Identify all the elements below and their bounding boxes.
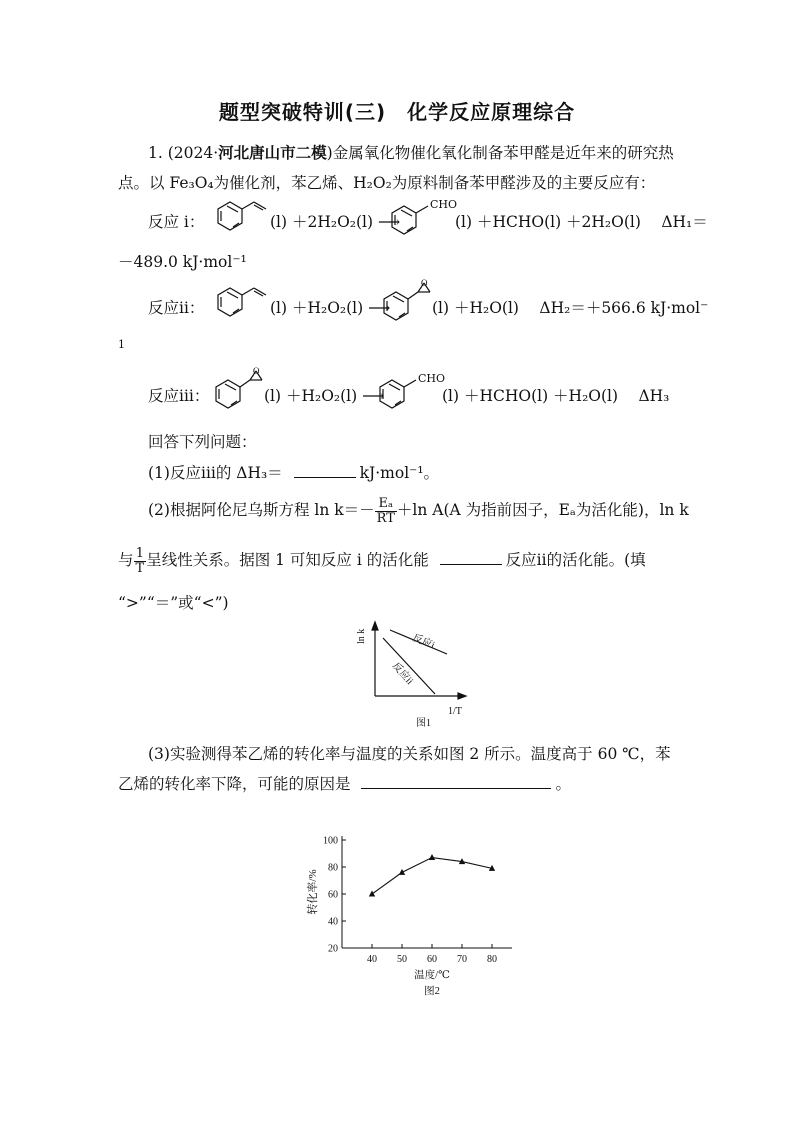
styrene-structure-1	[212, 194, 270, 240]
answer-blank-2[interactable]	[440, 550, 502, 565]
figure-2-chart	[300, 822, 530, 1002]
fig1-xlabel: 1/T	[448, 706, 462, 717]
sub-question-2-line2: 与 $\frac{1}{T}$ 呈线性关系。据图 1 可知反应 ⅰ 的活化能 反应ⅱ的活化能。(填	[118, 545, 646, 576]
fig1-line1-label: 反应i	[410, 632, 437, 652]
chart-y-tick-label: 40	[328, 916, 338, 928]
chart-data-point	[429, 854, 435, 860]
chart-y-tick-label: 60	[328, 889, 338, 901]
fraction-1-t: $\frac{1}{T}$	[135, 545, 145, 576]
fig1-ylabel: ln k	[356, 628, 367, 644]
sub-question-2-options: “>”“＝”或“<”)	[118, 594, 229, 612]
chart-caption: 图2	[424, 986, 440, 997]
chart-x-tick-label: 70	[457, 954, 467, 965]
chart-x-tick-label: 60	[427, 954, 437, 965]
question-intro-line2: 点。以 Fe₃O₄为催化剂，苯乙烯、H₂O₂为原料制备苯甲醛涉及的主要反应有：	[118, 174, 656, 192]
sub-question-2-line1: (2)根据阿伦尼乌斯方程 ln k＝－ $\frac{\text{Eₐ}}{RT}$ ＋ln A(A 为指前因子，Eₐ为活化能)，ln k	[148, 495, 689, 526]
chart-ylabel: 转化率/%	[307, 869, 319, 915]
question-intro-line1: 1. (2024·河北唐山市二模)金属氧化物催化氧化制备苯甲醛是近年来的研究热	[148, 144, 674, 162]
reaction-1-part1: (l) ＋2H₂O₂(l) ⟶	[270, 213, 401, 231]
fig1-y-arrow	[372, 622, 378, 630]
reaction-3-part1: (l) ＋H₂O₂(l) ⟶	[264, 387, 385, 405]
chart-y-tick-label: 100	[323, 835, 338, 847]
svg-text:O: O	[253, 366, 260, 376]
chart-y-tick-label: 20	[328, 943, 338, 955]
cho-label-1: CHO	[430, 198, 458, 211]
question-source: 河北唐山市二模	[218, 144, 327, 162]
answer-blank-3[interactable]	[361, 774, 551, 789]
chart-x-tick-label: 80	[487, 954, 497, 965]
figure-1	[350, 618, 480, 732]
chart-series-line	[372, 858, 492, 894]
sub-question-3-line1: (3)实验测得苯乙烯的转化率与温度的关系如图 2 所示。温度高于 60 ℃，苯	[148, 745, 671, 763]
reaction-3-part2: (l) ＋HCHO(l) ＋H₂O(l) ΔH₃	[442, 387, 670, 405]
reaction-1-part2: (l) ＋HCHO(l) ＋2H₂O(l) ΔH₁＝	[455, 213, 708, 231]
sub-question-1: (1)反应ⅲ的 ΔH₃＝ kJ·mol⁻¹。	[148, 464, 440, 482]
chart-xlabel: 温度/℃	[414, 970, 450, 981]
cho-label-2: CHO	[418, 372, 446, 385]
reaction-2-part2: (l) ＋H₂O(l) ΔH₂＝＋566.6 kJ·mol⁻	[432, 299, 709, 317]
answer-blank-1[interactable]	[294, 463, 356, 478]
fig1-line2-label: 反应ii	[389, 660, 416, 688]
reaction-3-label: 反应ⅲ：	[148, 387, 210, 405]
page-title: 题型突破特训(三) 化学反应原理综合	[218, 100, 576, 124]
styrene-oxide-structure-2	[210, 366, 270, 416]
chart-y-tick-label: 80	[328, 862, 338, 874]
reaction-1-label: 反应 ⅰ：	[148, 213, 205, 231]
reaction-2-label: 反应ⅱ：	[148, 299, 205, 317]
chart-x-tick-label: 40	[367, 954, 377, 965]
styrene-structure-2	[212, 280, 270, 326]
reaction-2-enthalpy-cont: 1	[118, 338, 125, 351]
chart-x-tick-label: 50	[397, 954, 407, 965]
reaction-1-enthalpy-cont: －489.0 kJ·mol⁻¹	[118, 253, 247, 271]
fig1-caption: 图1	[416, 718, 431, 729]
svg-text:O: O	[421, 278, 428, 288]
styrene-oxide-structure-1	[378, 278, 438, 328]
reaction-2-part1: (l) ＋H₂O₂(l) ⟶	[270, 299, 391, 317]
fraction-ea-rt: $\frac{\text{Eₐ}}{RT}$	[376, 495, 395, 526]
fig1-x-arrow	[458, 693, 466, 699]
chart-data-point	[369, 891, 375, 897]
answer-prompt: 回答下列问题：	[148, 433, 257, 451]
sub-question-3-line2: 乙烯的转化率下降，可能的原因是 。	[118, 775, 571, 793]
